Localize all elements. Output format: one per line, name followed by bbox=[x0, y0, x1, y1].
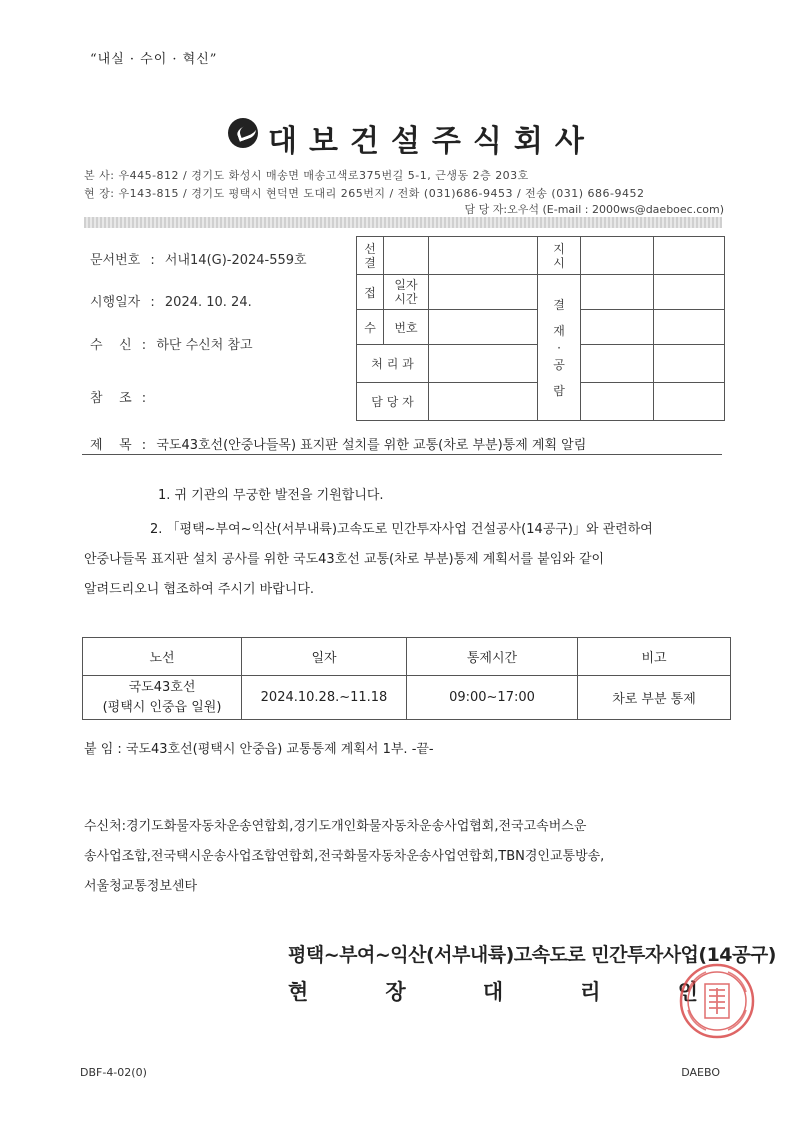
recipient-label: 수 신 bbox=[90, 338, 132, 353]
approval-si: 시 bbox=[553, 255, 565, 270]
cell-route-line-2: (평택시 인중읍 일원) bbox=[102, 699, 222, 715]
body-paragraph-2-rest bbox=[84, 545, 744, 605]
reference-row: 참 조 : bbox=[90, 391, 147, 406]
subject-divider bbox=[82, 454, 722, 455]
approval-ilja-sigan bbox=[384, 275, 429, 310]
approval-cell bbox=[429, 275, 538, 310]
approval-cell bbox=[654, 310, 725, 345]
subject-value: 국도43호선(안중나들목) 표지판 설치를 위한 교통(차로 부분)통제 계획 알림 bbox=[156, 438, 587, 453]
contact-person: 담 당 자:오우석 (E-mail : 2000ws@daeboec.com) bbox=[464, 203, 724, 216]
body-paragraph-2-line-3: 알려드리오니 협조하여 주시기 바랍니다. bbox=[84, 582, 315, 597]
recipient-row: 수 신 : 하단 수신처 참고 bbox=[90, 338, 253, 353]
approval-ram: 람 bbox=[553, 383, 565, 398]
approval-sigan: 시간 bbox=[394, 292, 418, 306]
cell-route-line-1: 국도43호선 bbox=[128, 679, 196, 695]
hq-address: 본 사: 우445-812 / 경기도 화성시 매송면 매송고색로375번길 5-1, 근생동 2층 203호 bbox=[84, 169, 529, 182]
body-paragraph-2-line-1: 2. 「평택~부여~익산(서부내륙)고속도로 민간투자사업 건설공사(14공구)」와 관련하여 bbox=[150, 522, 653, 537]
body-paragraph-2-line-2: 안중나들목 표지판 설치 공사를 위한 국도43호선 교통(차로 부분)통제 계획서를 붙임와 같이 bbox=[84, 552, 605, 567]
date-row: 시행일자 : 2024. 10. 24. bbox=[90, 295, 252, 310]
recipients-line-1: 수신처:경기도화물자동차운송연합회,경기도개인화물자동차운송사업협회,전국고속버스운 bbox=[84, 819, 587, 834]
recipient-value: 하단 수신처 참고 bbox=[156, 338, 253, 353]
footer-brand: DAEBO bbox=[681, 1066, 720, 1079]
approval-gong: 공 bbox=[553, 357, 565, 372]
signature-organization: 평택~부여~익산(서부내륙)고속도로 민간투자사업(14공구) bbox=[288, 944, 776, 966]
form-code: DBF-4-02(0) bbox=[80, 1066, 147, 1079]
table-row bbox=[83, 676, 731, 720]
recipients-line-3: 서울청교통정보센타 bbox=[84, 879, 198, 894]
signature-char: 장 bbox=[385, 980, 406, 1004]
cell-note: 차로 부분 통제 bbox=[578, 676, 731, 720]
signature-char: 리 bbox=[580, 980, 601, 1004]
doc-number-label: 문서번호 bbox=[90, 253, 141, 268]
approval-cell bbox=[384, 237, 429, 275]
approval-ji: 지 bbox=[553, 241, 565, 256]
approval-cell bbox=[654, 383, 725, 421]
approval-cell bbox=[581, 310, 654, 345]
col-header-note: 비고 bbox=[578, 638, 731, 676]
cell-route bbox=[83, 676, 242, 720]
approval-cell bbox=[581, 275, 654, 310]
approval-jisi bbox=[538, 237, 581, 275]
signature-char: 대 bbox=[482, 980, 504, 1004]
approval-cell bbox=[429, 383, 538, 421]
approval-seongyeol bbox=[357, 237, 384, 275]
recipients-line-2: 송사업조합,전국택시운송사업조합연합회,전국화물자동차운송사업연합회,TBN경인교통방송, bbox=[84, 849, 605, 864]
col-header-route: 노선 bbox=[83, 638, 242, 676]
approval-cell bbox=[429, 345, 538, 383]
col-header-date: 일자 bbox=[242, 638, 407, 676]
attachment-line: 붙 임 : 국도43호선(평택시 안중읍) 교통통제 계획서 1부. -끝- bbox=[84, 742, 434, 757]
col-header-time: 통제시간 bbox=[407, 638, 578, 676]
company-logo-icon bbox=[228, 118, 258, 148]
signature-char: 인 bbox=[677, 980, 698, 1004]
header-divider-band bbox=[84, 217, 722, 228]
approval-seon: 선 bbox=[364, 241, 376, 256]
approval-jae: 재 bbox=[553, 323, 565, 338]
date-value: 2024. 10. 24. bbox=[164, 295, 252, 310]
cell-time: 09:00~17:00 bbox=[407, 676, 578, 720]
approval-box bbox=[356, 236, 725, 421]
approval-cell bbox=[654, 345, 725, 383]
doc-number-row: 문서번호 : 서내14(G)-2024-559호 bbox=[90, 253, 307, 268]
approval-cell bbox=[581, 345, 654, 383]
approval-cell bbox=[429, 310, 538, 345]
subject-row: 제 목 : 국도43호선(안중나들목) 표지판 설치를 위한 교통(차로 부분)통제 계획 알림 bbox=[90, 438, 587, 453]
subject-label: 제 목 bbox=[90, 438, 132, 453]
site-address: 현 장: 우143-815 / 경기도 평택시 현덕면 도대리 265번지 / 전화 (031)686-9453 / 전송 (031) 686-9452 bbox=[84, 187, 645, 200]
approval-jeop: 접 bbox=[357, 275, 384, 310]
approval-cell bbox=[581, 383, 654, 421]
approval-cell bbox=[429, 237, 538, 275]
approval-beonho: 번호 bbox=[384, 310, 429, 345]
approval-cell bbox=[654, 275, 725, 310]
approval-cell bbox=[581, 237, 654, 275]
cell-dates: 2024.10.28.~11.18 bbox=[242, 676, 407, 720]
approval-dot: · bbox=[557, 340, 561, 355]
body-paragraph-1: 1. 귀 기관의 무궁한 발전을 기원합니다. bbox=[158, 488, 384, 503]
traffic-control-table bbox=[82, 637, 731, 720]
doc-number-value: 서내14(G)-2024-559호 bbox=[164, 253, 307, 268]
recipients-block bbox=[84, 812, 744, 902]
date-label: 시행일자 bbox=[90, 295, 141, 310]
company-name: 대보건설주식회사 bbox=[268, 124, 596, 159]
approval-cell bbox=[654, 237, 725, 275]
signature-title bbox=[288, 976, 698, 1006]
approval-cheorigwa: 처 리 과 bbox=[357, 345, 429, 383]
signature-char: 현 bbox=[288, 980, 309, 1004]
approval-gyeol: 결 bbox=[364, 255, 376, 270]
approval-gyeoljae bbox=[538, 275, 581, 421]
official-seal-icon bbox=[678, 962, 756, 1040]
approval-damdangja: 담 당 자 bbox=[357, 383, 429, 421]
approval-su: 수 bbox=[357, 310, 384, 345]
motto: “내실 · 수이 · 혁신” bbox=[90, 52, 218, 67]
reference-label: 참 조 bbox=[90, 391, 132, 406]
approval-gyeol2: 결 bbox=[553, 297, 565, 312]
approval-ilja: 일자 bbox=[394, 278, 418, 292]
